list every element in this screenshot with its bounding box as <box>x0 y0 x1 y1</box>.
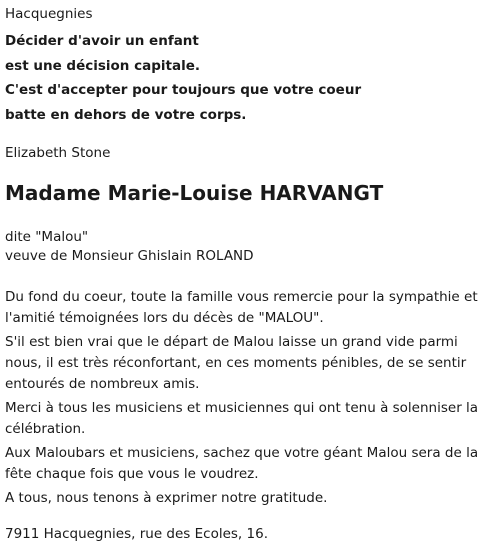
deceased-spouse: veuve de Monsieur Ghislain ROLAND <box>5 248 254 264</box>
quote-line: batte en dehors de votre corps. <box>5 106 247 123</box>
family-address: 7911 Hacquegnies, rue des Ecoles, 16. <box>5 526 268 542</box>
thanks-message <box>5 287 495 512</box>
deceased-name: Madame Marie-Louise HARVANGT <box>5 181 384 205</box>
quote-line: Décider d'avoir un enfant <box>5 33 199 49</box>
message-paragraph: Merci à tous les musiciens et musiciennes qui ont tenu à solenniser la célébration. <box>5 400 479 437</box>
deceased-details <box>5 228 254 266</box>
quote-line: est une décision capitale. <box>5 57 200 74</box>
message-paragraph: Aux Maloubars et musiciens, sachez que votre géant Malou sera de la fête chaque fois que vous le voudrez. <box>5 445 479 482</box>
message-paragraph: A tous, nous tenons à exprimer notre gratitude. <box>5 490 328 506</box>
quote-block <box>5 29 361 127</box>
message-paragraph: S'il est bien vrai que le départ de Malou laisse un grand vide parmi nous, il est très réconfortant, en ces moments pénibles, de se sentir entourés de nombreux amis. <box>5 334 467 392</box>
deceased-nickname: dite "Malou" <box>5 229 89 245</box>
quote-line: C'est d'accepter pour toujours que votre coeur <box>5 82 362 98</box>
quote-author: Elizabeth Stone <box>5 145 111 161</box>
message-paragraph: Du fond du coeur, toute la famille vous remercie pour la sympathie et l'amitié témoignées lors du décès de "MALOU". <box>5 289 478 326</box>
place-name: Hacquegnies <box>5 6 93 22</box>
